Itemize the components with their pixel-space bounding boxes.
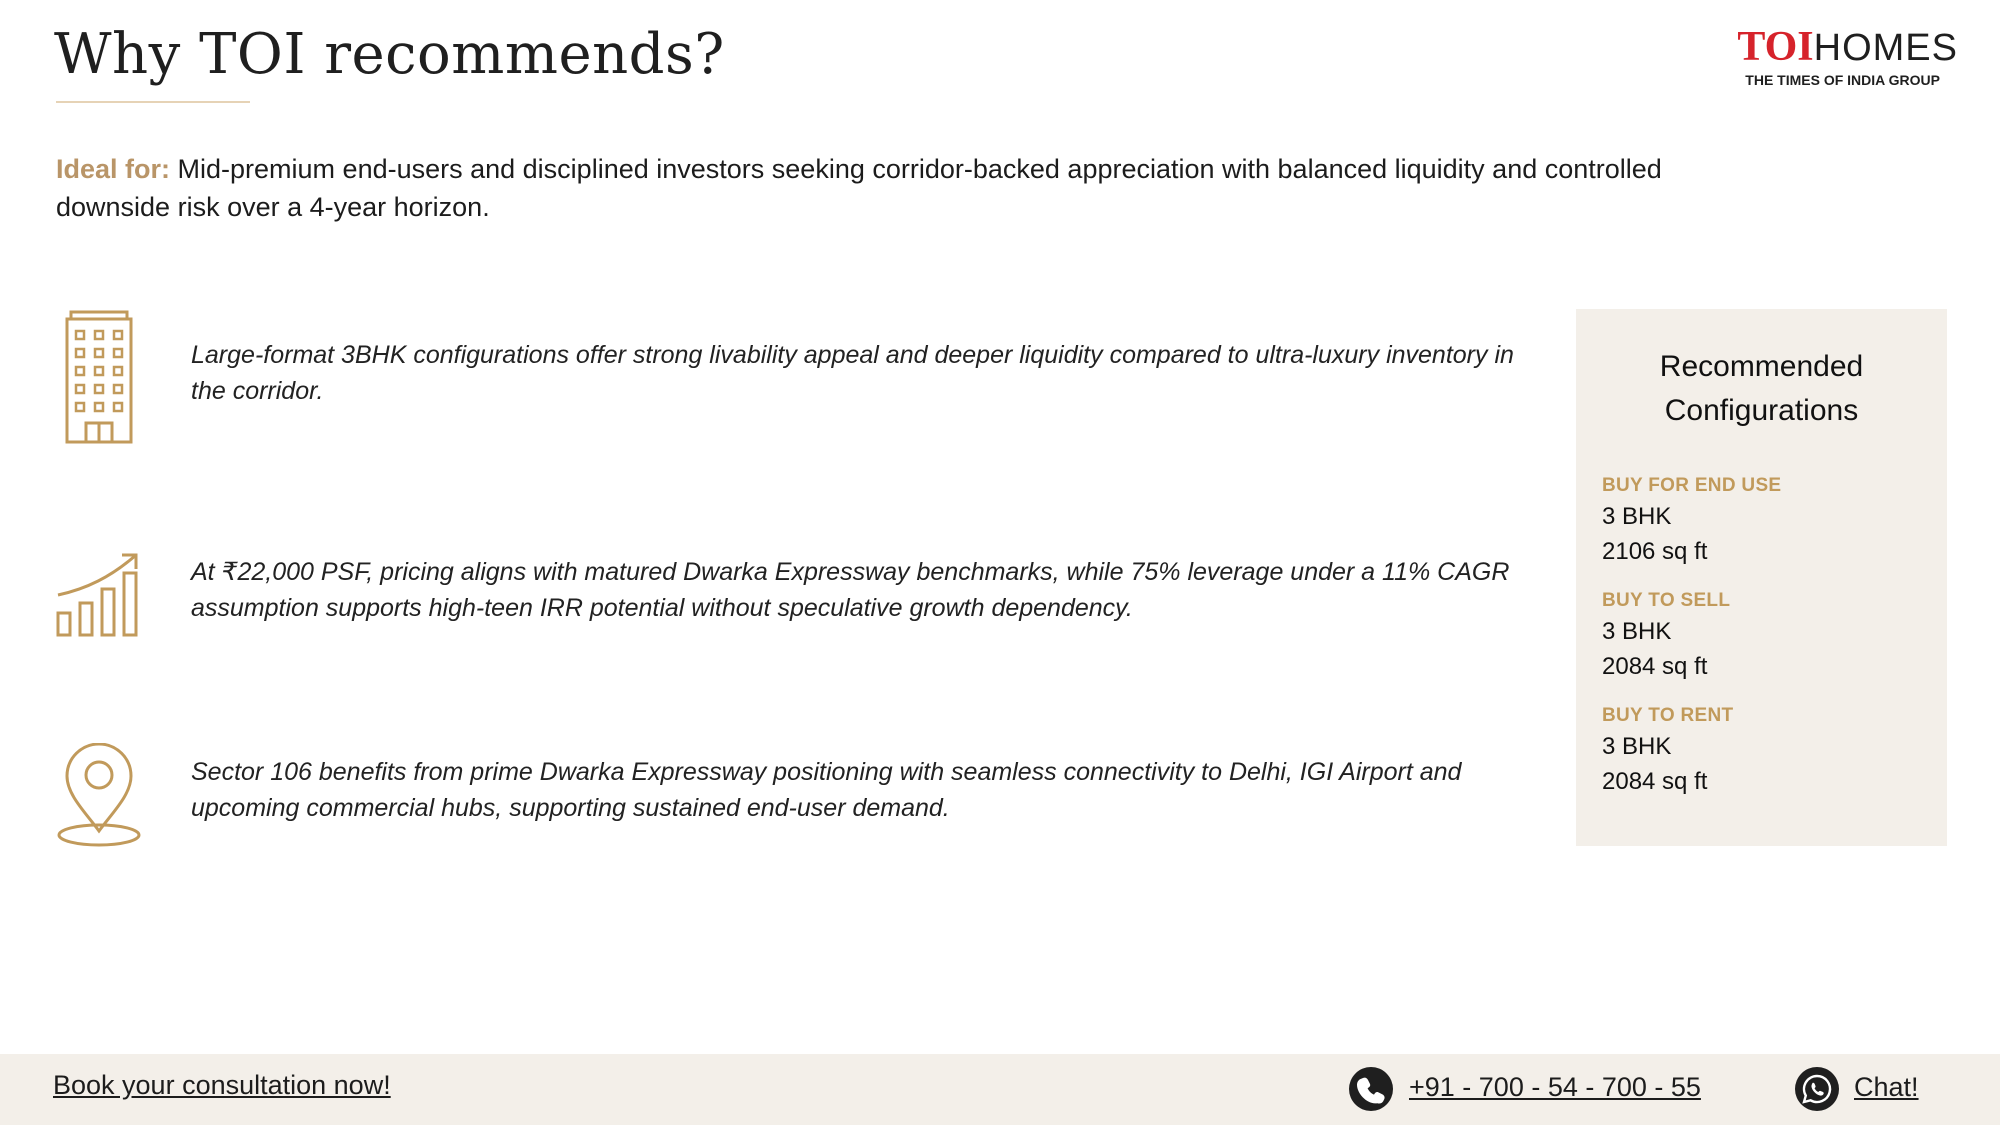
config-type: 3 BHK bbox=[1602, 618, 1672, 645]
whatsapp-icon[interactable] bbox=[1795, 1067, 1839, 1111]
phone-icon[interactable] bbox=[1349, 1067, 1393, 1111]
ideal-for-label: Ideal for: bbox=[56, 154, 171, 184]
book-consultation-link[interactable]: Book your consultation now! bbox=[53, 1070, 391, 1100]
config-rent bbox=[1602, 703, 1733, 799]
footer-bar bbox=[0, 1054, 2000, 1125]
config-category: BUY FOR END USE bbox=[1602, 475, 1782, 496]
feature-item bbox=[56, 309, 1514, 449]
config-category: BUY TO RENT bbox=[1602, 705, 1734, 726]
growth-chart-icon bbox=[56, 551, 142, 637]
recommended-title bbox=[1576, 345, 1947, 433]
title-underline bbox=[56, 101, 250, 103]
ideal-for-text: Mid-premium end-users and disciplined investors seeking corridor-backed appreciation with balanced liquidity and controlled downside risk over a 4-year horizon. bbox=[56, 154, 1662, 222]
phone-number-link[interactable]: +91 - 700 - 54 - 700 - 55 bbox=[1409, 1072, 1701, 1102]
config-sell bbox=[1602, 588, 1730, 684]
config-category: BUY TO SELL bbox=[1602, 590, 1731, 611]
ideal-for bbox=[56, 150, 1776, 226]
logo-tagline: THE TIMES OF INDIA GROUP bbox=[1745, 72, 1940, 88]
toi-homes-logo bbox=[1658, 26, 1958, 96]
feature-text: At ₹22,000 PSF, pricing aligns with matured Dwarka Expressway benchmarks, while 75% leverage under a 11% CAGR assumption supports high-teen IRR potential without speculative growth dependency. bbox=[191, 558, 1510, 622]
logo-name: HOMES bbox=[1813, 27, 1958, 69]
config-type: 3 BHK bbox=[1602, 503, 1672, 530]
feature-text: Large-format 3BHK configurations offer strong livability appeal and deeper liquidity compared to ultra-luxury inventory in the corridor. bbox=[191, 341, 1514, 405]
feature-item bbox=[56, 743, 1476, 883]
config-size: 2106 sq ft bbox=[1602, 538, 1708, 565]
recommended-title-line1: Recommended bbox=[1659, 350, 1864, 383]
config-size: 2084 sq ft bbox=[1602, 653, 1708, 680]
config-type: 3 BHK bbox=[1602, 733, 1672, 760]
building-icon bbox=[56, 309, 142, 445]
recommended-title-line2: Configurations bbox=[1664, 394, 1859, 427]
feature-item bbox=[56, 551, 1510, 691]
page-title: Why TOI recommends? bbox=[54, 22, 725, 87]
location-pin-icon bbox=[56, 743, 142, 847]
config-size: 2084 sq ft bbox=[1602, 768, 1708, 795]
chat-link[interactable]: Chat! bbox=[1854, 1072, 1919, 1102]
config-end-use bbox=[1602, 473, 1781, 569]
logo-brand: TOI bbox=[1737, 24, 1814, 70]
recommended-configurations-panel bbox=[1576, 309, 1947, 846]
feature-text: Sector 106 benefits from prime Dwarka Expressway positioning with seamless connectivity to Delhi, IGI Airport and upcoming commercial hubs, supporting sustained end-user demand. bbox=[191, 758, 1462, 822]
